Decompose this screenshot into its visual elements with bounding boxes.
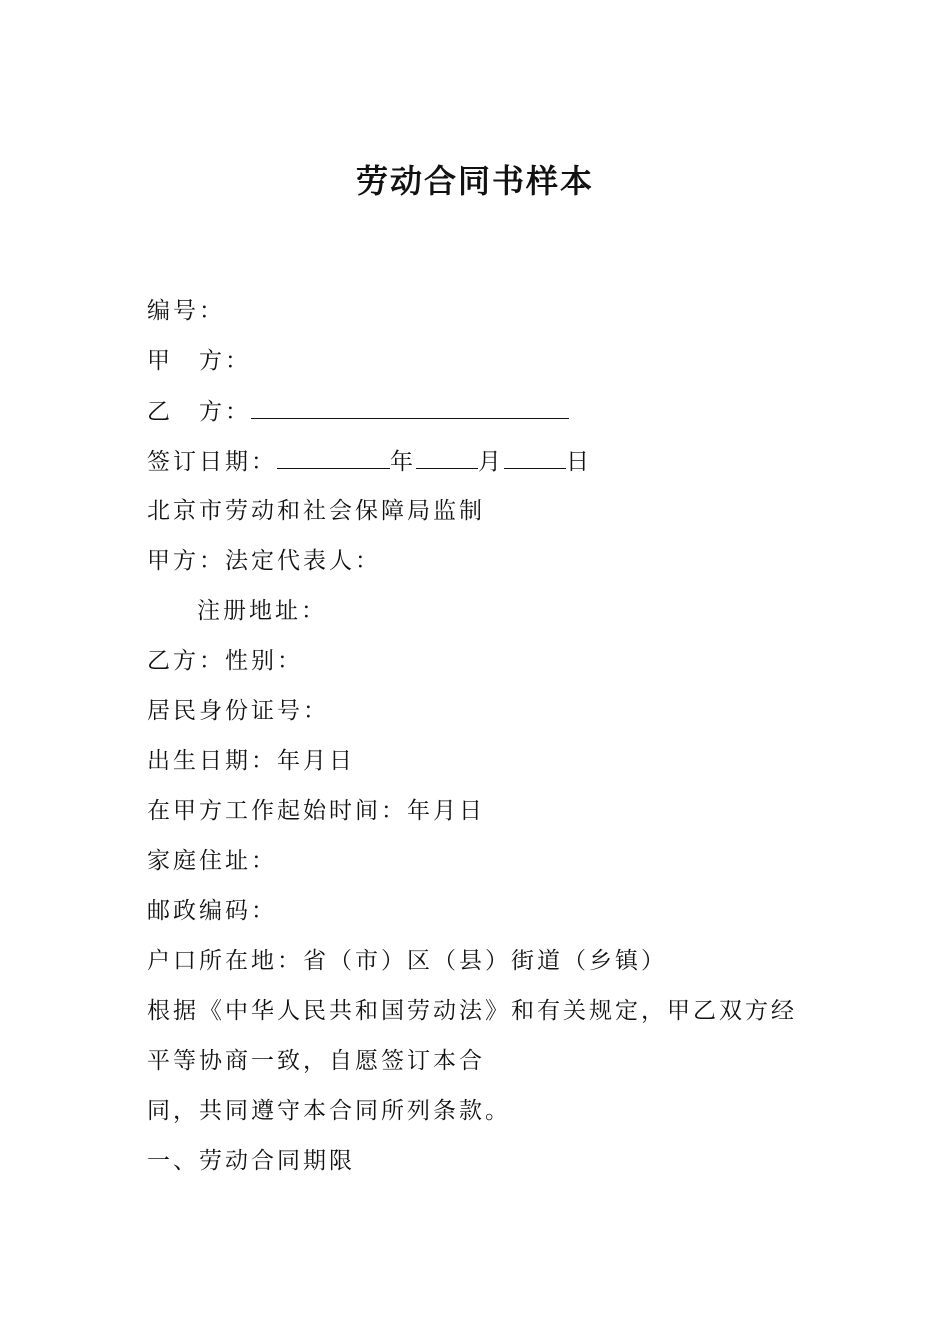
id-number-line: 居民身份证号： — [147, 698, 329, 724]
party-b-line — [147, 396, 569, 427]
birth-date-line: 出生日期：年月日 — [147, 748, 355, 774]
party-b-gender-line: 乙方：性别： — [147, 648, 303, 674]
day-label: 日 — [566, 449, 592, 475]
year-label: 年 — [390, 449, 416, 475]
paragraph-line-3: 同，共同遵守本合同所列条款。 — [147, 1098, 511, 1124]
section-heading-1: 一、劳动合同期限 — [147, 1148, 355, 1174]
start-time-line: 在甲方工作起始时间：年月日 — [147, 798, 485, 824]
party-b-blank — [251, 396, 569, 419]
supervisor-line: 北京市劳动和社会保障局监制 — [147, 498, 485, 524]
sign-date-label: 签订日期： — [147, 449, 277, 475]
hukou-line: 户口所在地：省（市）区（县）街道（乡镇） — [147, 948, 667, 974]
paragraph-line-2: 平等协商一致，自愿签订本合 — [147, 1048, 485, 1074]
number-line: 编号： — [147, 298, 225, 324]
month-label: 月 — [478, 449, 504, 475]
sign-date-line — [147, 446, 592, 477]
paragraph-line-1: 根据《中华人民共和国劳动法》和有关规定，甲乙双方经 — [147, 998, 797, 1024]
reg-address-line: 注册地址： — [197, 598, 327, 624]
party-a-line: 甲 方： — [147, 348, 251, 374]
party-b-label: 乙 方： — [147, 399, 251, 425]
year-blank — [277, 446, 390, 469]
day-blank — [504, 446, 566, 469]
document-title: 劳动合同书样本 — [355, 162, 594, 200]
home-address-line: 家庭住址： — [147, 848, 277, 874]
month-blank — [416, 446, 478, 469]
party-a-rep-line: 甲方：法定代表人： — [147, 548, 381, 574]
postcode-line: 邮政编码： — [147, 898, 277, 924]
